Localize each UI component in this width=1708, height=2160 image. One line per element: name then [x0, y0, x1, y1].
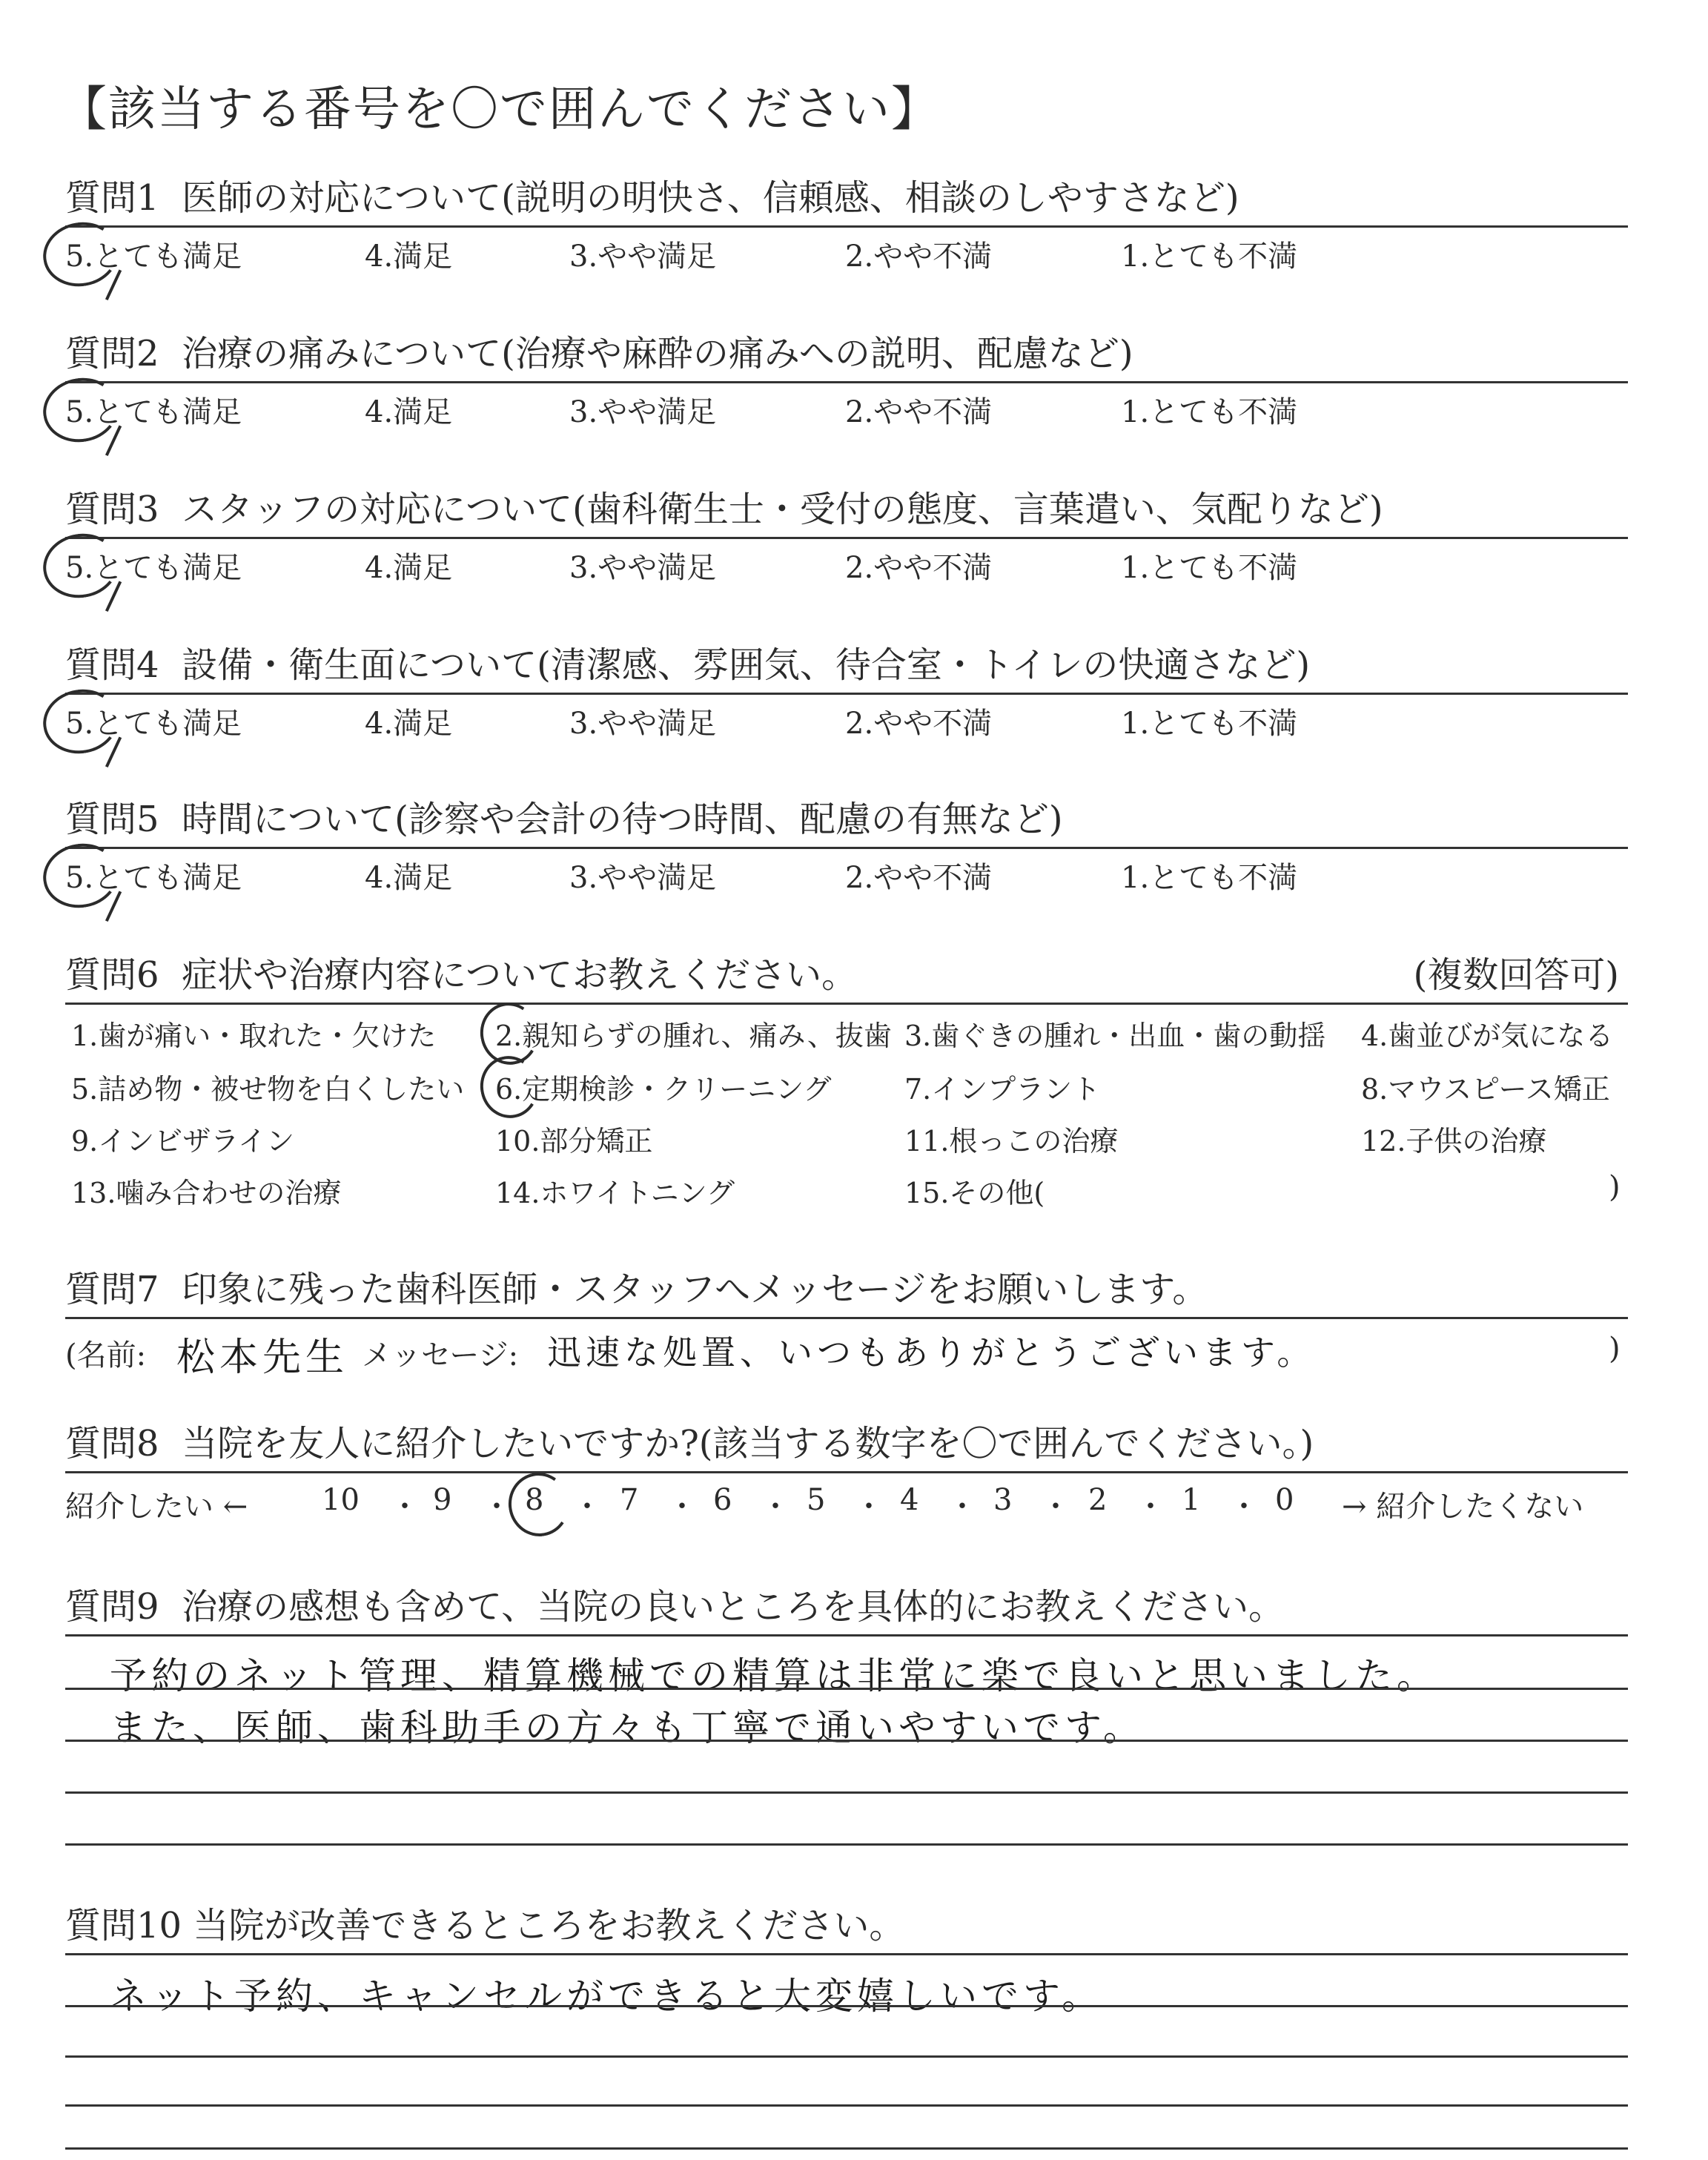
question-8: [65, 1415, 1628, 1548]
scale-6[interactable]: 6: [713, 1483, 732, 1517]
question-text: 印象に残った歯科医師・スタッフへメッセージをお願いします。: [182, 1269, 1208, 1310]
answer-line: [65, 2005, 1628, 2007]
choice-5[interactable]: 5.とても満足: [65, 544, 242, 587]
divider: [65, 693, 1628, 695]
scale-separator: ・: [667, 1490, 697, 1524]
circle-mark: [474, 1051, 544, 1123]
question-label: 質問2: [65, 333, 159, 374]
choice-2[interactable]: 2.やや不満: [845, 861, 993, 895]
symptom-option-9[interactable]: 9.インビザライン: [71, 1125, 295, 1157]
symptom-option-12[interactable]: 12.子供の治療: [1361, 1125, 1547, 1157]
question-6: [65, 946, 1628, 1235]
scale-separator: ・: [1136, 1490, 1165, 1524]
question-5: [65, 790, 1628, 916]
answer-line: [65, 2147, 1628, 2150]
choice-1[interactable]: 1.とても不満: [1121, 395, 1298, 429]
scale-5[interactable]: 5: [807, 1483, 826, 1517]
answer-line: [65, 1634, 1628, 1636]
question-heading: [65, 1415, 1628, 1471]
choice-5[interactable]: 5.とても満足: [65, 233, 242, 275]
question-label: 質問6: [65, 954, 159, 996]
question-2: [65, 325, 1628, 451]
symptom-option-3[interactable]: 3.歯ぐきの腫れ・出血・歯の動揺: [904, 1020, 1326, 1052]
choice-1[interactable]: 1.とても不満: [1121, 707, 1298, 741]
symptom-option-13[interactable]: 13.噛み合わせの治療: [71, 1177, 342, 1209]
scale-separator: ・: [947, 1490, 977, 1524]
symptom-option-4[interactable]: 4.歯並びが気になる: [1361, 1020, 1614, 1052]
rating-choices: [65, 854, 1628, 906]
question-text: 当院を友人に紹介したいですか?(該当する数字を〇で囲んでください。): [182, 1423, 1314, 1464]
rating-choices: [65, 233, 1628, 285]
answer-line: [65, 1953, 1628, 1955]
question-heading: [65, 1897, 1628, 1953]
answer-text-line-1[interactable]: ネット予約、キャンセルができると大変嬉しいです。: [110, 1975, 1103, 2018]
choice-5[interactable]: 5.とても満足: [65, 854, 242, 896]
choice-2[interactable]: 2.やや不満: [845, 551, 993, 585]
choice-4[interactable]: 4.満足: [365, 861, 453, 895]
question-heading: [65, 946, 1628, 1003]
question-heading: [65, 790, 1628, 847]
message-close-paren: ): [1609, 1332, 1621, 1366]
question-heading: [65, 636, 1628, 693]
symptom-option-7[interactable]: 7.インプラント: [904, 1073, 1101, 1106]
choice-5[interactable]: 5.とても満足: [65, 389, 242, 431]
choice-3[interactable]: 3.やや満足: [569, 395, 717, 429]
scale-separator: ・: [390, 1490, 420, 1524]
scale-separator: ・: [1041, 1490, 1070, 1524]
scale-3[interactable]: 3: [993, 1483, 1013, 1517]
symptom-option-10[interactable]: 10.部分矯正: [495, 1125, 653, 1157]
symptom-option-6[interactable]: 6.定期検診・クリーニング: [495, 1066, 832, 1107]
question-label: 質問7: [65, 1269, 159, 1310]
divider: [65, 1317, 1628, 1319]
question-label: 質問5: [65, 799, 159, 840]
scale-7[interactable]: 7: [620, 1483, 639, 1517]
question-text: 当院が改善できるところをお教えください。: [193, 1905, 905, 1946]
message-label: メッセージ:: [362, 1338, 519, 1373]
divider: [65, 381, 1628, 383]
answer-text-line-2[interactable]: また、医師、歯科助手の方々も丁寧で通いやすいです。: [110, 1706, 1145, 1749]
other-close-paren: ): [1609, 1170, 1621, 1204]
choice-2[interactable]: 2.やや不満: [845, 395, 993, 429]
circle-mark: [503, 1468, 575, 1542]
divider: [65, 847, 1628, 849]
question-text: 治療の感想も含めて、当院の良いところを具体的にお教えください。: [182, 1586, 1285, 1628]
message-row: [65, 1326, 1628, 1385]
choice-1[interactable]: 1.とても不満: [1121, 861, 1298, 895]
answer-line: [65, 1688, 1628, 1690]
question-label: 質問9: [65, 1586, 159, 1628]
scale-8[interactable]: 8: [525, 1483, 543, 1517]
question-heading: [65, 480, 1628, 537]
choice-4[interactable]: 4.満足: [365, 551, 453, 585]
question-7: [65, 1261, 1628, 1394]
message-value[interactable]: 迅速な処置、いつもありがとうございます。: [547, 1332, 1316, 1373]
answer-text-line-1[interactable]: 予約のネット管理、精算機械での精算は非常に楽で良いと思いました。: [110, 1654, 1438, 1697]
choice-3[interactable]: 3.やや満足: [569, 707, 717, 741]
choice-2[interactable]: 2.やや不満: [845, 707, 993, 741]
question-9: [65, 1578, 1628, 1852]
question-text: 治療の痛みについて(治療や麻酔の痛みへの説明、配慮など): [182, 333, 1133, 374]
scale-0[interactable]: 0: [1275, 1483, 1294, 1517]
scale-4[interactable]: 4: [900, 1483, 919, 1517]
choice-3[interactable]: 3.やや満足: [569, 551, 717, 585]
choice-3[interactable]: 3.やや満足: [569, 240, 717, 274]
answer-line: [65, 1740, 1628, 1742]
divider: [65, 225, 1628, 228]
choice-2[interactable]: 2.やや不満: [845, 240, 993, 274]
question-label: 質問3: [65, 489, 159, 530]
symptom-option-11[interactable]: 11.根っこの治療: [904, 1125, 1119, 1157]
scale-separator: ・: [854, 1490, 884, 1524]
scale-2[interactable]: 2: [1088, 1483, 1108, 1517]
answer-line: [65, 2104, 1628, 2107]
choice-5[interactable]: 5.とても満足: [65, 700, 242, 742]
scale-9[interactable]: 9: [433, 1483, 452, 1517]
rating-choices: [65, 544, 1628, 596]
answer-line: [65, 1843, 1628, 1846]
scale-right-label: → 紹介したくない: [1342, 1490, 1584, 1524]
scale-left-label: 紹介したい ←: [65, 1490, 248, 1524]
question-heading: [65, 169, 1628, 225]
question-3: [65, 480, 1628, 607]
question-text: 症状や治療内容についてお教えください。: [182, 954, 858, 996]
name-label: (名前:: [65, 1338, 147, 1373]
divider: [65, 1003, 1628, 1005]
choice-1[interactable]: 1.とても不満: [1121, 551, 1298, 585]
scale-separator: ・: [1229, 1490, 1259, 1524]
referral-scale: [65, 1483, 1628, 1535]
answer-line: [65, 1791, 1628, 1794]
question-1: [65, 169, 1628, 295]
question-text: 医師の対応について(説明の明快さ、信頼感、相談のしやすさなど): [182, 177, 1239, 219]
rating-choices: [65, 700, 1628, 752]
question-heading: [65, 1578, 1628, 1634]
symptom-option-5[interactable]: 5.詰め物・被せ物を白くしたい: [71, 1073, 465, 1106]
divider: [65, 1471, 1628, 1473]
scale-separator: ・: [572, 1490, 602, 1524]
symptom-option-14[interactable]: 14.ホワイトニング: [495, 1177, 735, 1209]
question-label: 質問4: [65, 644, 159, 686]
question-text: 設備・衛生面について(清潔感、雰囲気、待合室・トイレの快適さなど): [182, 644, 1311, 686]
choice-4[interactable]: 4.満足: [365, 707, 453, 741]
answer-line: [65, 2055, 1628, 2058]
choice-4[interactable]: 4.満足: [365, 395, 453, 429]
question-label: 質問10: [65, 1905, 182, 1946]
name-value[interactable]: 松本先生: [176, 1335, 349, 1380]
question-label: 質問1: [65, 177, 159, 219]
rating-choices: [65, 389, 1628, 440]
scale-10[interactable]: 10: [322, 1483, 360, 1517]
question-text: 時間について(診察や会計の待つ時間、配慮の有無など): [182, 799, 1063, 840]
divider: [65, 537, 1628, 539]
symptom-option-8[interactable]: 8.マウスピース矯正: [1361, 1073, 1610, 1106]
multiple-answer-note: (複数回答可): [1413, 954, 1619, 996]
choice-3[interactable]: 3.やや満足: [569, 861, 717, 895]
question-label: 質問8: [65, 1423, 159, 1464]
symptom-options: [65, 1013, 1628, 1228]
scale-separator: ・: [482, 1490, 512, 1524]
question-heading: [65, 1261, 1628, 1317]
symptom-option-1[interactable]: 1.歯が痛い・取れた・欠けた: [71, 1020, 437, 1052]
question-text: スタッフの対応について(歯科衛生士・受付の態度、言葉遣い、気配りなど): [182, 489, 1383, 530]
scale-1[interactable]: 1: [1182, 1483, 1201, 1517]
page-title: 【該当する番号を〇で囲んでください】: [59, 82, 940, 137]
choice-4[interactable]: 4.満足: [365, 240, 453, 274]
choice-1[interactable]: 1.とても不満: [1121, 240, 1298, 274]
question-10: [65, 1897, 1628, 2149]
symptom-option-2[interactable]: 2.親知らずの腫れ、痛み、抜歯: [495, 1013, 892, 1054]
scale-separator: ・: [761, 1490, 790, 1524]
question-4: [65, 636, 1628, 762]
symptom-option-15[interactable]: 15.その他(: [904, 1177, 1045, 1209]
question-heading: [65, 325, 1628, 381]
